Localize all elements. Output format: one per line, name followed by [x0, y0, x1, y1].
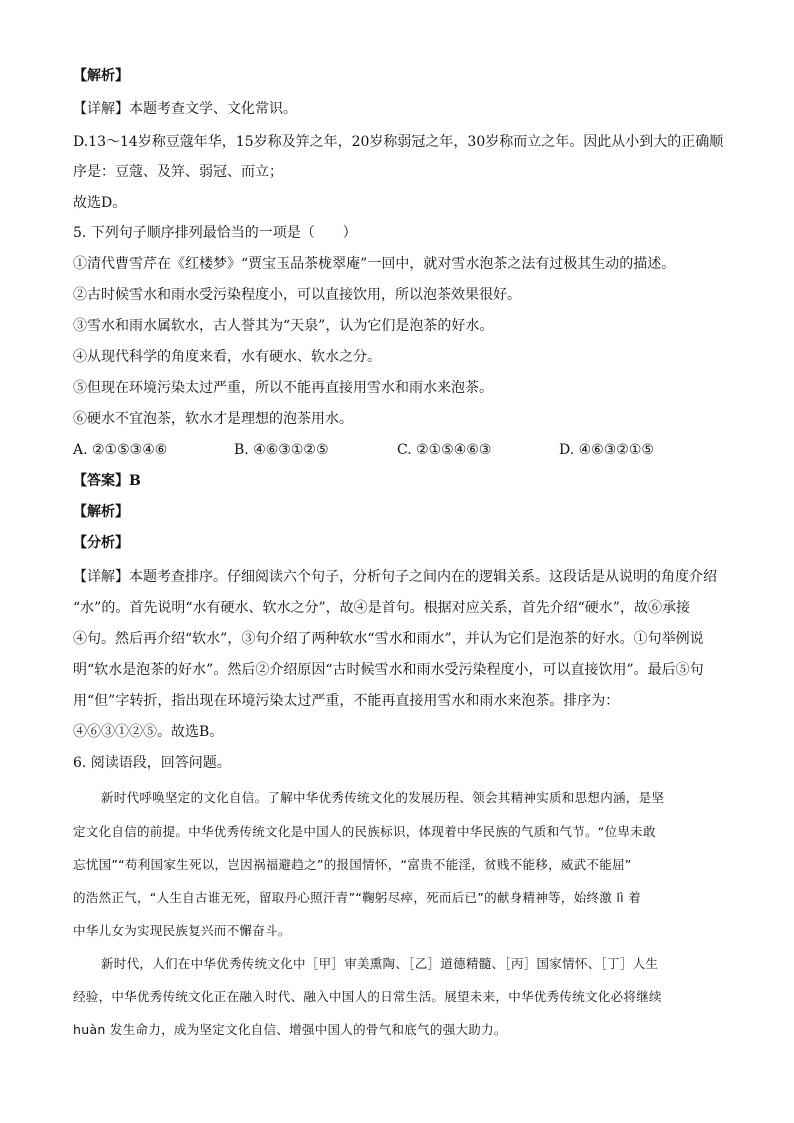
- passage-line: 中华儿女为实现民族复兴而不懈奋斗。: [73, 923, 291, 938]
- answer-tag: 【答案】B: [73, 473, 141, 489]
- passage-line: 新时代，人们在中华优秀传统文化中［甲］审美熏陶、［乙］道德精髓、［丙］国家情怀、［丁］人生: [101, 956, 659, 971]
- detail-line: ④句。然后再介绍“软水”，③句介绍了两种软水“雪水和雨水”，并认为它们是泡茶的好水。①句举例说: [73, 631, 704, 647]
- sentence-2: ②古时候雪水和雨水受污染程度小，可以直接饮用，所以泡茶效果很好。: [73, 287, 521, 303]
- detail-line: 明“软水是泡茶的好水”。然后②介绍原因“古时候雪水和雨水受污染程度小，可以直接饮用”。最后⑤句: [73, 662, 704, 678]
- passage-line: 定文化自信的前提。中华优秀传统文化是中国人的民族标识，体现着中华民族的气质和气节。“位卑未敢: [73, 824, 656, 839]
- passage-line: 新时代呼唤坚定的文化自信。了解中华优秀传统文化的发展历程、领会其精神实质和思想内涵，是坚: [101, 790, 665, 805]
- option-a: A. ②①⑤③④⑥: [73, 442, 168, 458]
- detail-line: 用“但”字转折，指出现在环境污染太过严重，不能再直接用雪水和雨水来泡茶。排序为：: [73, 693, 620, 709]
- analysis-tag: 【解析】: [73, 504, 129, 520]
- passage-line: 经验，中华优秀传统文化正在融入时代、融入中国人的日常生活。展望未来，中华优秀传统文化必将继续: [73, 989, 662, 1004]
- option-b: B. ④⑥③①②⑤: [234, 442, 329, 458]
- passage-line: 忘忧国”“苟利国家生死以，岂因祸福避趋之”的报国情怀，“富贵不能淫，贫贱不能移，威武不能屈”: [73, 857, 632, 872]
- answer-choice: 故选D。: [73, 195, 127, 211]
- detail-line: “水”的。首先说明“水有硬水、软水之分”，故④是首句。根据对应关系，首先介绍“硬水”，故⑥承接: [73, 600, 690, 616]
- analysis-tag: 【解析】: [73, 68, 129, 84]
- detail-line: 【详解】本题考查排序。仔细阅读六个句子，分析句子之间内在的逻辑关系。这段话是从说明的角度介绍: [73, 569, 717, 585]
- sentence-5: ⑤但现在环境污染太过严重，所以不能再直接用雪水和雨水来泡茶。: [73, 380, 493, 396]
- explanation-line: D.13～14岁称豆蔻年华，15岁称及笄之年，20岁称弱冠之年，30岁称而立之年。因此从小到大的正确顺: [73, 134, 724, 150]
- sentence-4: ④从现代科学的角度来看，水有硬水、软水之分。: [73, 349, 381, 365]
- question-stem: 6. 阅读语段，回答问题。: [73, 755, 231, 771]
- question-stem: 5. 下列句子顺序排列最恰当的一项是（ ）: [73, 225, 357, 241]
- sentence-6: ⑥硬水不宜泡茶，软水才是理想的泡茶用水。: [73, 411, 353, 427]
- sentence-3: ③雪水和雨水属软水，古人誉其为“天泉”，认为它们是泡茶的好水。: [73, 318, 494, 334]
- detail-paragraph: 【详解】本题考查文学、文化常识。: [73, 101, 297, 117]
- detail-line: ④⑥③①②⑤。故选B。: [73, 724, 224, 740]
- explanation-line: 序是：豆蔻、及笄、弱冠、而立；: [73, 164, 283, 180]
- option-c: C. ②①⑤④⑥③: [397, 442, 492, 458]
- passage-line: huàn 发生命力，成为坚定文化自信、增强中国人的骨气和底气的强大助力。: [73, 1022, 507, 1037]
- passage-line: 的浩然正气，“人生自古谁无死，留取丹心照汗青”“鞠躬尽瘁，死而后已”的献身精神等，始终激 lì 着: [73, 890, 641, 905]
- option-d: D. ④⑥③②①⑤: [559, 442, 654, 458]
- options-row: [73, 440, 723, 460]
- analysis-subtag: 【分析】: [73, 535, 129, 551]
- sentence-1: ①清代曹雪芹在《红楼梦》“贾宝玉品茶栊翠庵”一回中，就对雪水泡茶之法有过极其生动的描述。: [73, 256, 676, 272]
